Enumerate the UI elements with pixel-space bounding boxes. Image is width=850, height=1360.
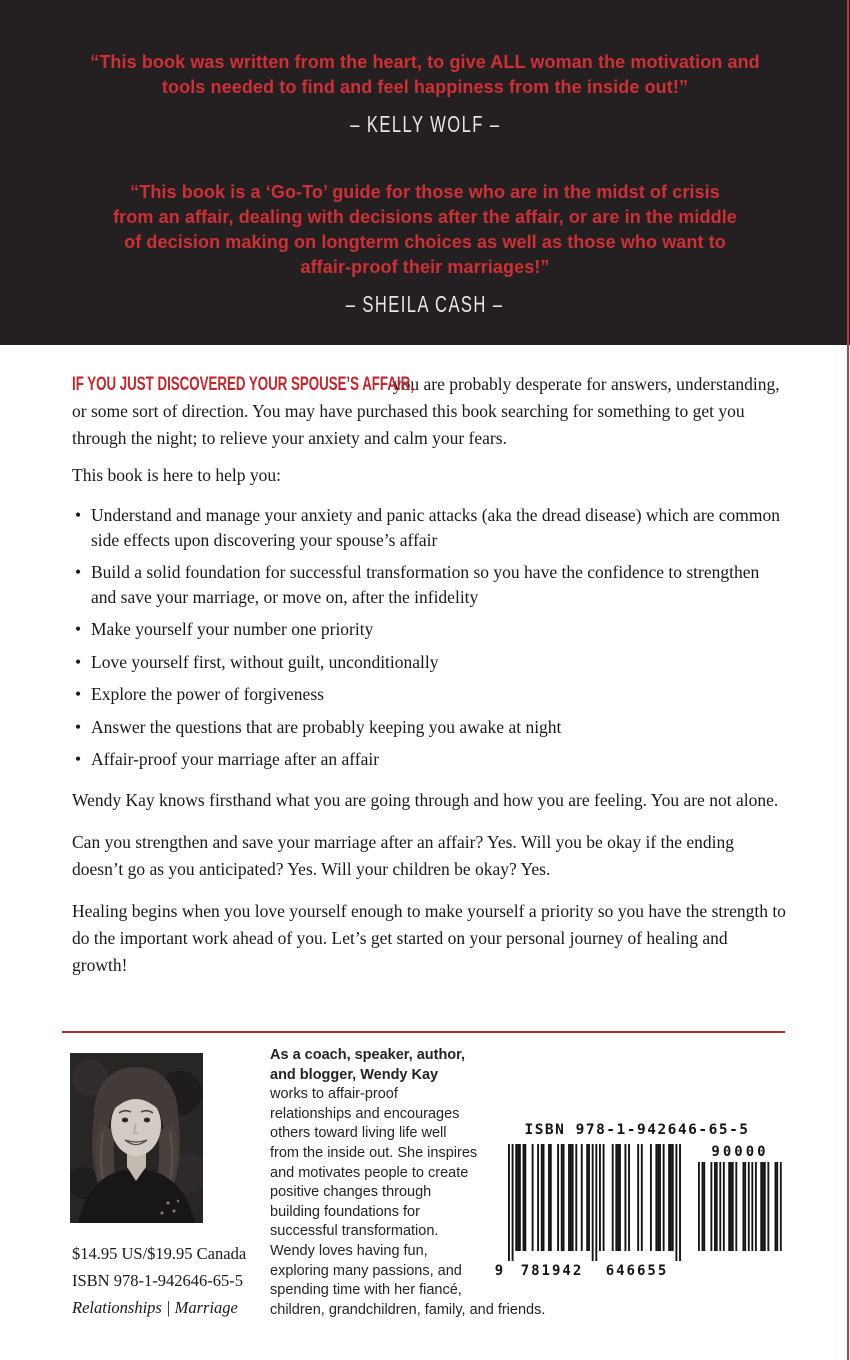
divider-rule: [62, 1031, 785, 1033]
list-item: • Affair-proof your marriage after an affair: [72, 747, 786, 772]
barcode-digit-left: 9: [494, 1263, 506, 1279]
barcode-digit-group2: 646655: [605, 1263, 669, 1279]
list-item: • Love yourself first, without guilt, unconditionally: [72, 650, 786, 675]
attribution-text-2: – SHEILA CASH –: [346, 291, 504, 317]
author-bio: [270, 1046, 782, 1320]
endorsements-section: [0, 0, 850, 345]
endorsement-attribution-2: [0, 291, 850, 318]
list-item: • Make yourself your number one priority: [72, 617, 786, 642]
list-item: • Build a solid foundation for successful transformation so you have the confidence to strengthen and save your marriage, or move on, after the infidelity: [72, 560, 786, 609]
body-paragraph: Can you strengthen and save your marriage after an affair? Yes. Will you be okay if the ending doesn’t go as you anticipated? Yes. Will your children be okay? Yes.: [72, 831, 734, 879]
attribution-text-1: – KELLY WOLF –: [349, 111, 501, 137]
page-edge-line: [847, 0, 849, 1360]
help-line: This book is here to help you:: [72, 465, 282, 485]
barcode-isbn-text: ISBN 978-1-942646-65-5: [524, 1122, 750, 1138]
intro-lead-in: IF YOU JUST DISCOVERED YOUR SPOUSE’S AFFAIR,: [72, 374, 414, 395]
body-paragraph: Healing begins when you love yourself enough to make yourself a priority so you have the strength to do the important work ahead of you. Let’s get started on your personal journey of healing and growth!: [72, 900, 786, 975]
price-line: $14.95 US/$19.95 Canada: [72, 1244, 247, 1263]
barcode-supplement-digits: 90000: [711, 1144, 769, 1160]
endorsement-quote-1: “This book was written from the heart, to give ALL woman the motivation and tools needed to find and feel happiness from the inside out!”: [90, 52, 760, 97]
back-cover-copy: [72, 345, 786, 979]
benefits-list: [72, 503, 786, 772]
isbn-line: ISBN 978-1-942646-65-5: [72, 1271, 243, 1290]
intro-paragraph: [72, 371, 786, 452]
pricing-block: [72, 1240, 246, 1321]
list-item: • Understand and manage your anxiety and panic attacks (aka the dread disease) which are common side effects upon discovering your spouse’s affair: [72, 503, 786, 552]
barcode: [492, 1118, 782, 1280]
body-paragraph: Wendy Kay knows firsthand what you are going through and how you are feeling. You are not alone.: [72, 789, 779, 810]
list-item: • Explore the power of forgiveness: [72, 682, 786, 707]
barcode-digit-group1: 781942: [520, 1263, 584, 1279]
category-line: Relationships | Marriage: [72, 1298, 238, 1317]
endorsement-quote-2: “This book is a ‘Go-To’ guide for those who are in the midst of crisis from an affair, dealing with decisions after the affair, or are in the middle of decision making on longterm choices as well as those who want to affair-proof their marriages!”: [113, 182, 737, 277]
author-photo: [70, 1053, 203, 1223]
list-item: • Answer the questions that are probably keeping you awake at night: [72, 715, 786, 740]
intro-rest: you are probably desperate for answers, understanding, or some sort of direction. You may have purchased this book searching for something to get you through the night; to relieve your anxiety and calm your fears.: [72, 374, 780, 448]
bio-rest-text: works to affair-proof relationships and encourages others toward living life well from the inside out. She inspires and motivates people to create positive changes through building foundations for successful transformation. Wendy loves having fun, exploring many passions, and spending time with her fiancé, children, grandchildren, family, and friends.: [270, 1086, 546, 1318]
bio-bold-text: As a coach, speaker, author, and blogger, Wendy Kay: [270, 1047, 466, 1083]
endorsement-attribution-1: [0, 111, 850, 138]
